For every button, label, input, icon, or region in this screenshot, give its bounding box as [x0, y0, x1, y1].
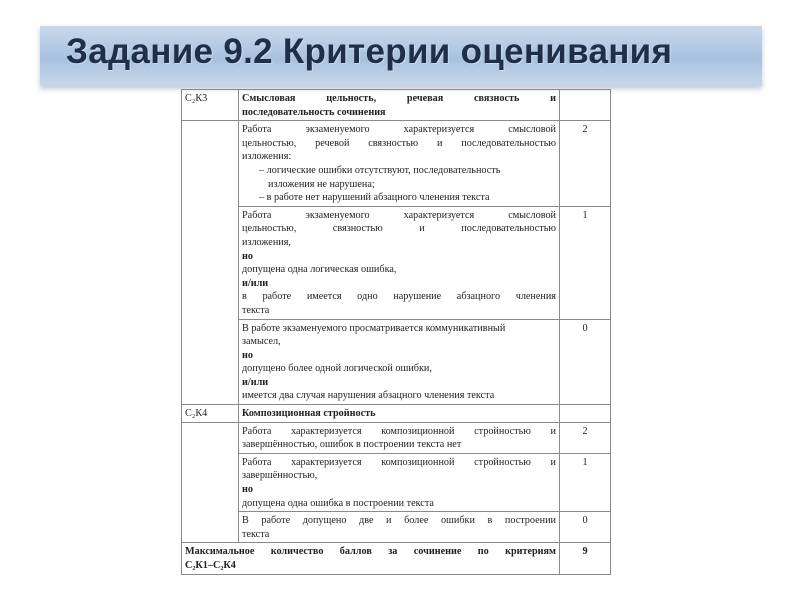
criterion-description: В работе экзаменуемого просматривается коммуникативный замысел, но допущено более одной логической ошибки, и/или имеется два случая нарушения абзацного членения текста [239, 319, 560, 405]
table-row [182, 512, 611, 543]
table-row [182, 319, 611, 405]
criterion-code: С₂К4 [182, 405, 239, 423]
criterion-title: Композиционная стройность [239, 405, 560, 423]
table-row [182, 121, 611, 207]
criterion-code: С₂К3 [182, 90, 239, 121]
criteria-table [181, 89, 611, 575]
table-row [182, 422, 611, 453]
title-banner [40, 26, 762, 86]
code-cell [182, 121, 239, 405]
total-score: 9 [560, 543, 611, 574]
score-cell: 2 [560, 121, 611, 207]
table-row [182, 543, 611, 574]
total-label: Максимальное количество баллов за сочинение по критериям С₂К1–С₂К4 [182, 543, 560, 574]
code-cell [182, 422, 239, 543]
criterion-description: Работа экзаменуемого характеризуется смысловой цельностью, связностью и последовательностью изложения, но допущена одна логическая ошибка, и/или в работе имеется одно нарушение абзацного членения текста [239, 206, 560, 319]
criterion-description: В работе допущено две и более ошибки в построении текста [239, 512, 560, 543]
criterion-title: Смысловая цельность, речевая связность и последовательность сочинения [239, 90, 560, 121]
score-cell: 0 [560, 319, 611, 405]
table-row [182, 206, 611, 319]
score-cell: 2 [560, 422, 611, 453]
table-row [182, 453, 611, 511]
score-cell: 1 [560, 453, 611, 511]
criterion-description: Работа характеризуется композиционной стройностью и завершённостью, но допущена одна ошибка в построении текста [239, 453, 560, 511]
page-title: Задание 9.2 Критерии оценивания [66, 32, 673, 71]
score-cell [560, 405, 611, 423]
table-row [182, 405, 611, 423]
score-cell [560, 90, 611, 121]
table-row [182, 90, 611, 121]
score-cell: 0 [560, 512, 611, 543]
score-cell: 1 [560, 206, 611, 319]
criterion-description: Работа экзаменуемого характеризуется смысловой цельностью, речевой связностью и последовательностью изложения: – логические ошибки отсутствуют, последовательность изложения не нарушена; – в работе нет нарушений абзацного членения текста [239, 121, 560, 207]
criterion-description: Работа характеризуется композиционной стройностью и завершённостью, ошибок в построении текста нет [239, 422, 560, 453]
